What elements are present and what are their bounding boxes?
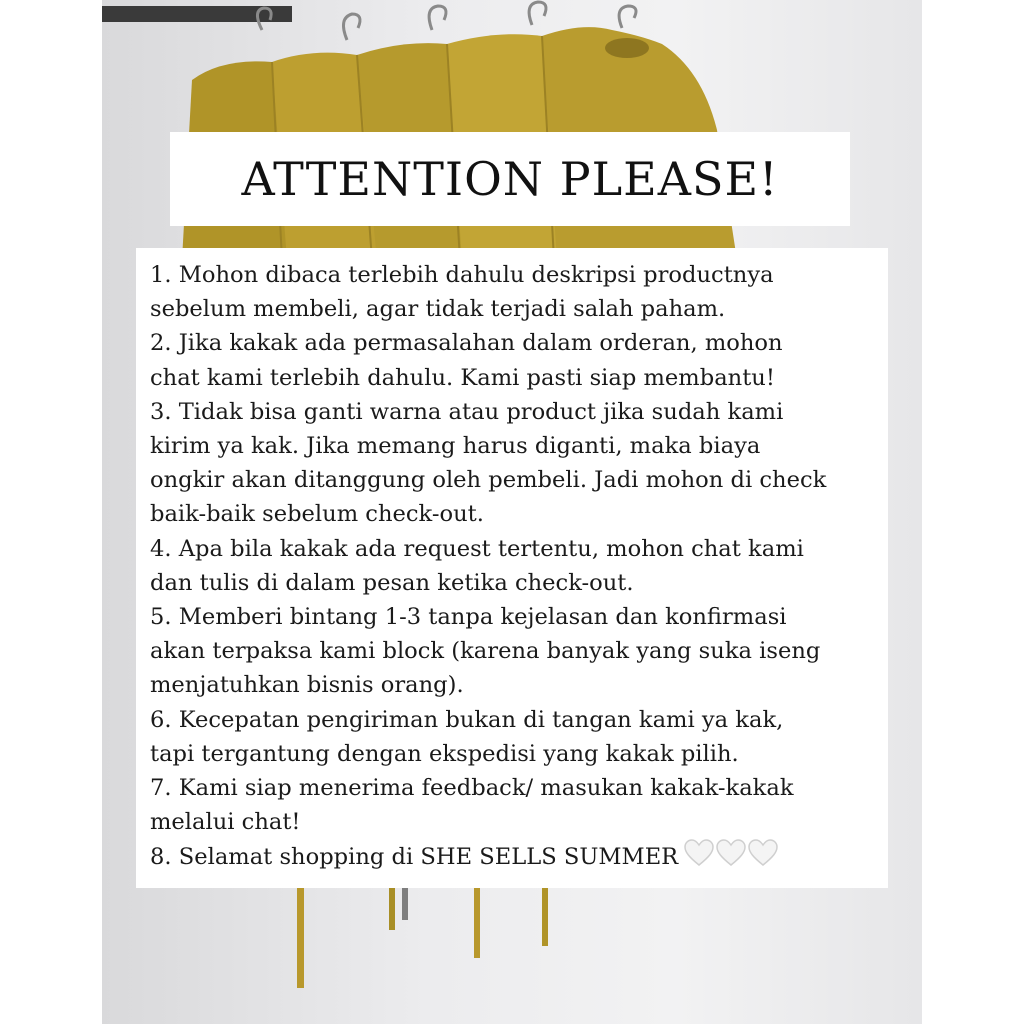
- rule-line: 6. Kecepatan pengiriman bukan di tangan kami ya kak,: [150, 706, 784, 733]
- rule-line: akan terpaksa kami block (karena banyak yang suka iseng: [150, 638, 821, 665]
- rule-line: menjatuhkan bisnis orang).: [150, 672, 464, 699]
- white-heart-icon: [684, 839, 714, 877]
- rule-line: kirim ya kak. Jika memang harus diganti, maka biaya: [150, 433, 761, 460]
- rule-line: baik-baik sebelum check-out.: [150, 501, 484, 528]
- rule-line: 1. Mohon dibaca terlebih dahulu deskripsi productnya: [150, 262, 774, 288]
- rule-line: sebelum membeli, agar tidak terjadi salah paham.: [150, 296, 726, 323]
- rule-line: dan tulis di dalam pesan ketika check-out.: [150, 569, 634, 596]
- rule-line: ongkir akan ditanggung oleh pembeli. Jadi mohon di check: [150, 467, 827, 494]
- white-heart-icon: [748, 839, 778, 877]
- rule-line: melalui chat!: [150, 809, 301, 836]
- white-heart-icon: [716, 839, 746, 877]
- rule-line-text: 8. Selamat shopping di SHE SELLS SUMMER: [150, 844, 679, 871]
- title-banner: [170, 132, 850, 226]
- rule-line: 3. Tidak bisa ganti warna atau product jika sudah kami: [150, 398, 784, 425]
- page-title: ATTENTION PLEASE!: [241, 152, 779, 206]
- rule-line: 5. Memberi bintang 1-3 tanpa kejelasan dan konfirmasi: [150, 604, 787, 631]
- rule-line-last: [150, 839, 880, 877]
- rule-line: tapi tergantung dengan ekspedisi yang kakak pilih.: [150, 740, 739, 767]
- rule-line: 2. Jika kakak ada permasalahan dalam orderan, mohon: [150, 330, 783, 357]
- hanging-straps: [297, 888, 548, 988]
- rule-line: chat kami terlebih dahulu. Kami pasti siap membantu!: [150, 364, 775, 391]
- rule-line: 4. Apa bila kakak ada request tertentu, mohon chat kami: [150, 535, 804, 562]
- rules-list: [150, 258, 880, 878]
- rule-line: 7. Kami siap menerima feedback/ masukan kakak-kakak: [150, 775, 794, 802]
- hearts-group: [684, 839, 780, 877]
